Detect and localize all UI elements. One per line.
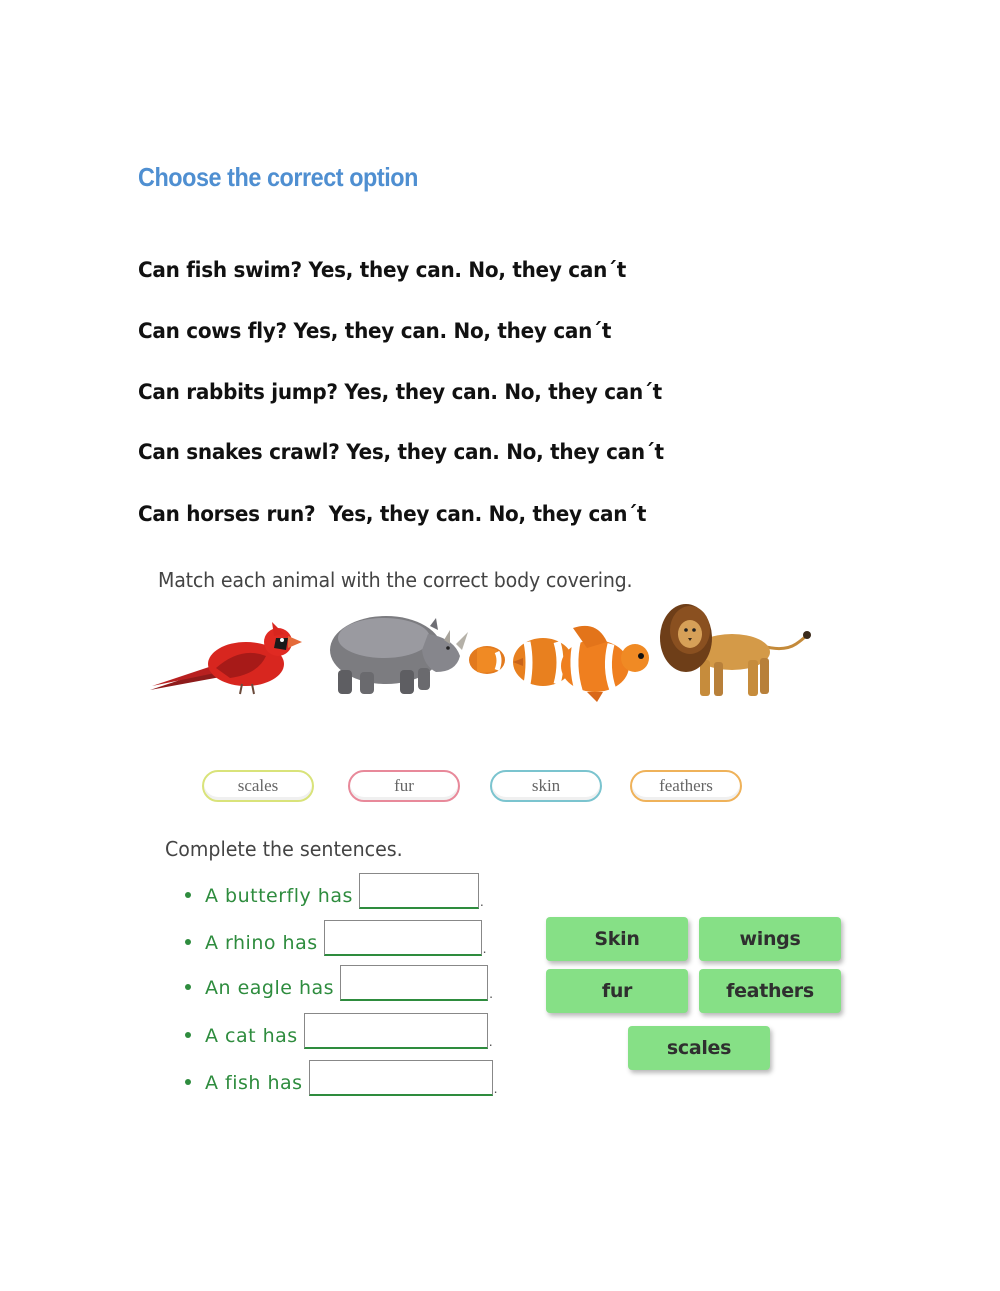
option-fur-pill[interactable]: fur	[348, 770, 460, 802]
bullet	[185, 939, 191, 945]
bullet	[185, 1079, 191, 1085]
question-1: Can fish swim? Yes, they can. No, they can´t	[138, 258, 627, 283]
question-3: Can rabbits jump? Yes, they can. No, they can´t	[138, 380, 662, 405]
page-title: Choose the correct option	[138, 162, 418, 192]
word-tile-scales[interactable]: scales	[628, 1026, 770, 1070]
rhino-image	[324, 600, 470, 698]
word-tile-feathers[interactable]: feathers	[699, 969, 841, 1013]
answer-blank-4[interactable]	[304, 1013, 488, 1049]
cardinal-bird-image	[146, 612, 308, 696]
period: .	[488, 1033, 493, 1049]
period: .	[482, 940, 487, 956]
sentence-row	[185, 869, 484, 909]
answer-blank-3[interactable]	[340, 965, 488, 1001]
word-tile-skin[interactable]: Skin	[546, 917, 688, 961]
sentence-row	[185, 916, 487, 956]
lion-image	[656, 600, 812, 704]
clownfish-image	[467, 618, 653, 704]
sentence-text: A cat has	[205, 1025, 298, 1047]
answer-blank-2[interactable]	[324, 920, 482, 956]
bullet	[185, 984, 191, 990]
sentence-row	[185, 961, 493, 1001]
word-tile-wings[interactable]: wings	[699, 917, 841, 961]
option-scales-pill[interactable]: scales	[202, 770, 314, 802]
sentence-text: A fish has	[205, 1072, 303, 1094]
option-skin-pill[interactable]: skin	[490, 770, 602, 802]
answer-blank-1[interactable]	[359, 873, 479, 909]
sentence-row	[185, 1009, 493, 1049]
match-heading: Match each animal with the correct body covering.	[158, 568, 633, 592]
word-tile-fur[interactable]: fur	[546, 969, 688, 1013]
complete-heading: Complete the sentences.	[165, 837, 403, 861]
period: .	[489, 985, 493, 1001]
sentence-text: A butterfly has	[205, 885, 353, 907]
sentence-text: An eagle has	[205, 977, 335, 999]
sentence-row	[185, 1056, 497, 1096]
bullet	[185, 1032, 191, 1038]
sentence-text: A rhino has	[205, 932, 318, 954]
bullet	[185, 892, 191, 898]
question-4: Can snakes crawl? Yes, they can. No, they can´t	[138, 440, 664, 465]
question-2: Can cows fly? Yes, they can. No, they can´t	[138, 319, 612, 344]
question-5: Can horses run? Yes, they can. No, they can´t	[138, 502, 647, 527]
answer-blank-5[interactable]	[309, 1060, 493, 1096]
option-feathers-pill[interactable]: feathers	[630, 770, 742, 802]
period: .	[493, 1080, 498, 1096]
period: .	[479, 893, 484, 909]
